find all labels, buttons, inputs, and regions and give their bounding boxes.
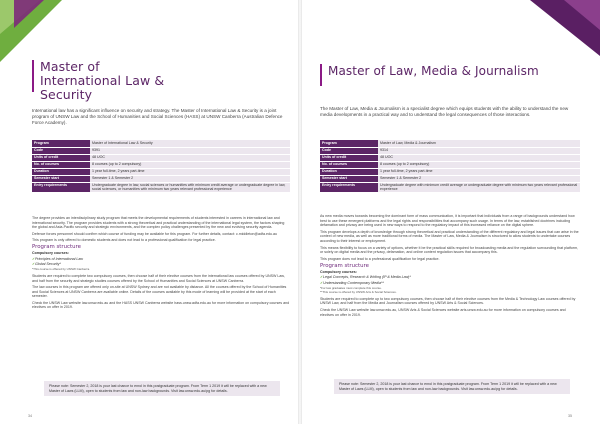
info-table-value: Undergraduate degree in law, social sciences or humanities with minimum credit average or undergraduate degree in law, social sciences, or humanities with minimum two years relevant professional experience [90, 182, 290, 193]
page-title: Master of International Law & Security [40, 59, 165, 102]
section-heading: Program structure [32, 244, 81, 251]
info-table-key: Code [320, 147, 378, 154]
info-table-row [32, 168, 290, 175]
info-table-key: Code [32, 147, 90, 154]
info-table-key: Entry requirements [320, 182, 378, 193]
info-table-row [32, 147, 290, 154]
info-table-row [32, 140, 290, 147]
info-table-value: 48 UOC [378, 154, 580, 161]
info-table-row [320, 147, 580, 154]
purple-triangle-decoration [14, 0, 44, 28]
info-table-value: Master of Law, Media & Journalism [378, 140, 580, 147]
description-paragraph: This means flexibility to focus on a variety of options, whether it be the practical skills required for broadcasting media and the regulation surrounding that platform, or solely on digital media and the privacy, defamation, and online content regulation issues that accompany this. [320, 245, 579, 255]
info-table-key: Entry requirements [32, 182, 90, 193]
structure-paragraph: Check the UNSW Law website law.unsw.edu.au, UNSW Arts & Social Sciences website arts.unsw.edu.au for more information on compulsory courses and electives on offer in 2019. [320, 308, 566, 317]
page-title: Master of Law, Media & Journalism [328, 64, 539, 78]
page-number: 34 [28, 414, 32, 418]
compulsory-course: ✓ Understanding Contemporary Media** [320, 281, 580, 286]
info-table-key: Units of credit [320, 154, 378, 161]
info-table-row [320, 182, 580, 193]
title-accent-bar [320, 64, 322, 86]
info-table-key: Units of credit [32, 154, 90, 161]
right-page [300, 0, 600, 424]
info-table-key: Duration [320, 168, 378, 175]
page-number: 35 [568, 414, 572, 418]
program-description [320, 214, 580, 319]
structure-paragraph: The law courses in this program are offered only on-site at UNSW Sydney and are not available by distance. All the courses offered by the School of Humanities and Social Sciences at UNSW Canberra are available online. Details of the courses available by this mode of learning will be provided at the start of each semester. [32, 285, 287, 299]
info-table-row [320, 161, 580, 168]
info-table-key: Program [32, 140, 90, 147]
info-table-value: 9391 [90, 147, 290, 154]
program-info-table [320, 140, 580, 193]
info-table-value: Semester 1 & Semester 2 [90, 175, 290, 182]
info-table-row [320, 175, 580, 182]
info-table-key: No. of courses [320, 161, 378, 168]
purple-triangle-decoration [564, 0, 600, 30]
info-table-row [320, 168, 580, 175]
info-table-value: Semester 1 & Semester 2 [378, 175, 580, 182]
info-table-value: 8 courses (up to 2 compulsory) [378, 161, 580, 168]
info-table-row [320, 140, 580, 147]
description-paragraph: This program is only offered to domestic students and does not lead to a professional qualification for legal practice. [32, 238, 216, 243]
section-heading: Program structure [320, 262, 369, 269]
structure-paragraph: Students are required to complete up to two compulsory courses, then choose half of their elective courses from the Media & Technology Law courses offered by UNSW Law, and half from the Media and Journalism courses offered by UNSW Arts & Social Sciences. [320, 296, 576, 306]
description-paragraph: Defence forces personnel should confirm which course of funding may be available for this program. For further details, contact: c.middleton@adfa.edu.au [32, 231, 277, 236]
footnote: *This course is offered by UNSW Canberra. [32, 267, 90, 272]
title-accent-bar [32, 60, 34, 92]
info-table-row [32, 154, 290, 161]
info-table-value: 8 courses (up to 2 compulsory) [90, 161, 290, 168]
structure-paragraph: Check the UNSW Law website law.unsw.edu.au and the HASS UNSW Canberra website hass.unsw.adfa.edu.au for more information on compulsory courses and electives on offer in 2019. [32, 300, 290, 310]
compulsory-course: ✓ Principles of International Law [32, 257, 290, 262]
footnote: *For law graduates must complete this course. **This course is offered by UNSW Arts & Social Sciences. [320, 285, 397, 295]
description-paragraph: This program develops a depth of knowledge through strong theoretical and practical understanding of the different regulatory and legal issues that can arise in the context of new media, as well as more traditional forms of media. The Master of Law, Media & Journalism is structured to allow students to undertake courses according to their interest or employment. [320, 229, 579, 243]
compulsory-label: Compulsory courses: [32, 251, 69, 256]
info-table-value: 48 UOC [90, 154, 290, 161]
info-table-value: 1 year full-time, 2 years part-time [378, 168, 580, 175]
info-table-row [32, 182, 290, 193]
compulsory-label: Compulsory courses: [320, 269, 357, 274]
info-table-row [32, 175, 290, 182]
right-title-block [320, 64, 539, 86]
program-info-table [32, 140, 290, 193]
compulsory-course: ✓ Global Security* [32, 262, 290, 267]
info-table-value: Undergraduate degree with minimum credit average or undergraduate degree with minimum two years relevant professional experience [378, 182, 580, 193]
compulsory-course: ✓ Legal Concepts, Research & Writing (IP & Media Law)* [320, 275, 580, 280]
info-table-row [32, 161, 290, 168]
please-note-box: Please note: Semester 2, 2018 is your last chance to enrol in this postgraduate program. From Term 1 2019 it will be replaced with a new Master of Laws (LLM), open to students from law and non-law backgrounds. Visit law.unsw.edu.au/pg for details. [44, 381, 280, 396]
left-title-block [32, 59, 170, 102]
program-description [32, 216, 290, 312]
description-paragraph: The degree provides an interdisciplinary study program that meets the developmental requirements of students interested in careers in international law and international security. The program provides students with a strong theoretical and practical understanding of the international legal system, the factors shaping the global and Asia-Pacific security and strategic environments, and the complex policy challenges presented by the new and evolving security agenda. [32, 216, 285, 230]
structure-paragraph: Students are required to complete two compulsory courses, then choose half of their elective courses from the international law courses offered by UNSW Law, and half from the security and strategic studies courses offered by the School of Humanities and Social Sciences at UNSW Canberra. [32, 273, 285, 283]
info-table-key: Semester start [32, 175, 90, 182]
intro-paragraph: International law has a significant influence on security and strategy. The Master of International Law & Security is a joint program of UNSW Law and the School of Humanities and Social Sciences (HASS) at UNSW Canberra (Australian Defence Force Academy). [32, 108, 283, 125]
info-table-value: 9314 [378, 147, 580, 154]
description-paragraph: This program does not lead to a professional qualification for legal practice. [320, 256, 440, 261]
info-table-key: Duration [32, 168, 90, 175]
description-paragraph: As new media moves towards becoming the dominant form of mass communication, it is important that individuals from a range of backgrounds understand how best to use these emergent platforms and the legal rights and responsibilities that accompany such usage. In terms of the law, established doctrines including defamation and privacy are being used in new ways to respond to the regulatory impact of this increased reliance on the digital sphere. [320, 214, 575, 228]
info-table-key: No. of courses [32, 161, 90, 168]
info-table-key: Program [320, 140, 378, 147]
info-table-value: 1 year full-time, 2 years part-time [90, 168, 290, 175]
page-gutter [298, 0, 302, 424]
info-table-row [320, 154, 580, 161]
info-table-key: Semester start [320, 175, 378, 182]
info-table-value: Master of International Law & Security [90, 140, 290, 147]
intro-paragraph: The Master of Law, Media & Journalism is a specialist degree which equips students with the ability to understand the new media developments in a practical way and to understand the legal consequences of those interactions. [320, 106, 569, 117]
please-note-box: Please note: Semester 2, 2018 is your last chance to enrol in this postgraduate program. From Term 1 2019 it will be replaced with a new Master of Laws (LLM), open to students from law and non-law backgrounds. Visit law.unsw.edu.au/pg for details. [334, 379, 570, 394]
